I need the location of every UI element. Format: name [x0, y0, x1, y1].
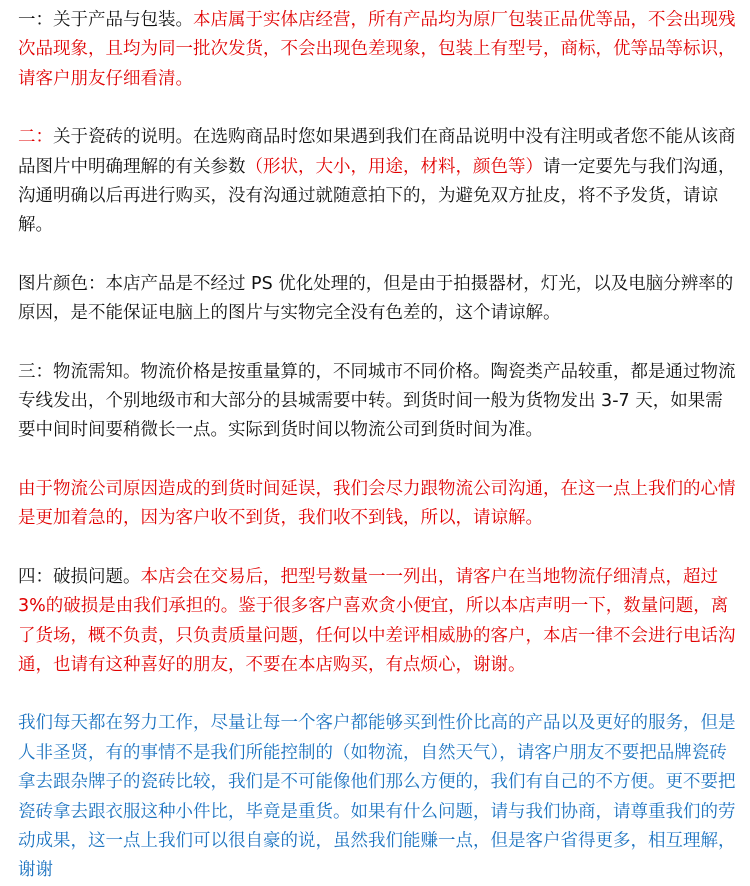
tile-parameters: （形状，大小，用途，材料，颜色等）	[245, 156, 543, 177]
paragraph-gap	[18, 680, 736, 709]
section-packaging	[18, 6, 736, 94]
section-image-color	[18, 270, 736, 329]
section-logistics	[18, 358, 736, 446]
packaging-body: 本店属于实体店经营，所有产品均为原厂包装正品优等品，不会出现残次品现象，且均为同一批次发货，不会出现色差现象，包装上有型号，商标，优等品等标识，请客户朋友仔细看清。	[18, 10, 736, 89]
tile-body-part-2: 请一定要先与我们沟通，沟通明确以后再进行购买，没有沟通过就随意拍下的，为避免双方扯皮，将不予发货，请谅解。	[18, 156, 736, 236]
damage-heading: 四：破损问题。	[18, 566, 141, 587]
paragraph-gap	[18, 241, 736, 270]
paragraph-gap	[18, 534, 736, 563]
paragraph-gap	[18, 329, 736, 358]
section-tile-description	[18, 123, 736, 241]
paragraph-gap	[18, 94, 736, 123]
section-logistics-delay	[18, 475, 736, 534]
tile-body-part-1: 关于瓷砖的说明。在选购商品时您如果遇到我们在商品说明中没有注明或者您不能从该商品图片中明确理解的有关参数	[18, 127, 736, 177]
tile-heading-number: 二：	[18, 127, 53, 148]
paragraph-gap	[18, 446, 736, 475]
logistics-body: 三：物流需知。物流价格是按重量算的，不同城市不同价格。陶瓷类产品较重，都是通过物流专线发出，个别地级市和大部分的县城需要中转。到货时间一般为货物发出 3-7 天，如果需要中间时间要稍微长一点。实际到货时间以物流公司到货时间为准。	[18, 361, 736, 441]
image-color-body: 图片颜色：本店产品是不经过 PS 优化处理的，但是由于拍摄器材，灯光，以及电脑分辨率的原因，是不能保证电脑上的图片与实物完全没有色差的，这个请谅解。	[18, 273, 734, 324]
logistics-delay-body: 由于物流公司原因造成的到货时间延误，我们会尽力跟物流公司沟通，在这一点上我们的心情是更加着急的，因为客户收不到货，我们收不到钱，所以，请谅解。	[18, 478, 736, 529]
section-damage	[18, 563, 736, 681]
packaging-heading: 一：关于产品与包装。	[18, 10, 193, 30]
section-closing	[18, 709, 736, 885]
closing-body: 我们每天都在努力工作，尽量让每一个客户都能够买到性价比高的产品以及更好的服务，但是人非圣贤，有的事情不是我们所能控制的（如物流，自然天气），请客户朋友不要把品牌瓷砖拿去跟杂牌子的瓷砖比较，我们是不可能像他们那么方便的，我们有自己的不方便。更不要把瓷砖拿去跟衣服这种小件比，毕竟是重货。如果有什么问题，请与我们协商，请尊重我们的劳动成果，这一点上我们可以很自豪的说，虽然我们能赚一点，但是客户省得更多，相互理解，谢谢	[18, 713, 736, 881]
damage-body: 本店会在交易后，把型号数量一一列出，请客户在当地物流仔细清点，超过3%的破损是由我们承担的。鉴于很多客户喜欢贪小便宜，所以本店声明一下，数量问题，离了货场，概不负责，只负责质量问题，任何以中差评相威胁的客户，本店一律不会进行电话沟通，也请有这种喜好的朋友，不要在本店购买，有点烦心，谢谢。	[18, 566, 736, 675]
